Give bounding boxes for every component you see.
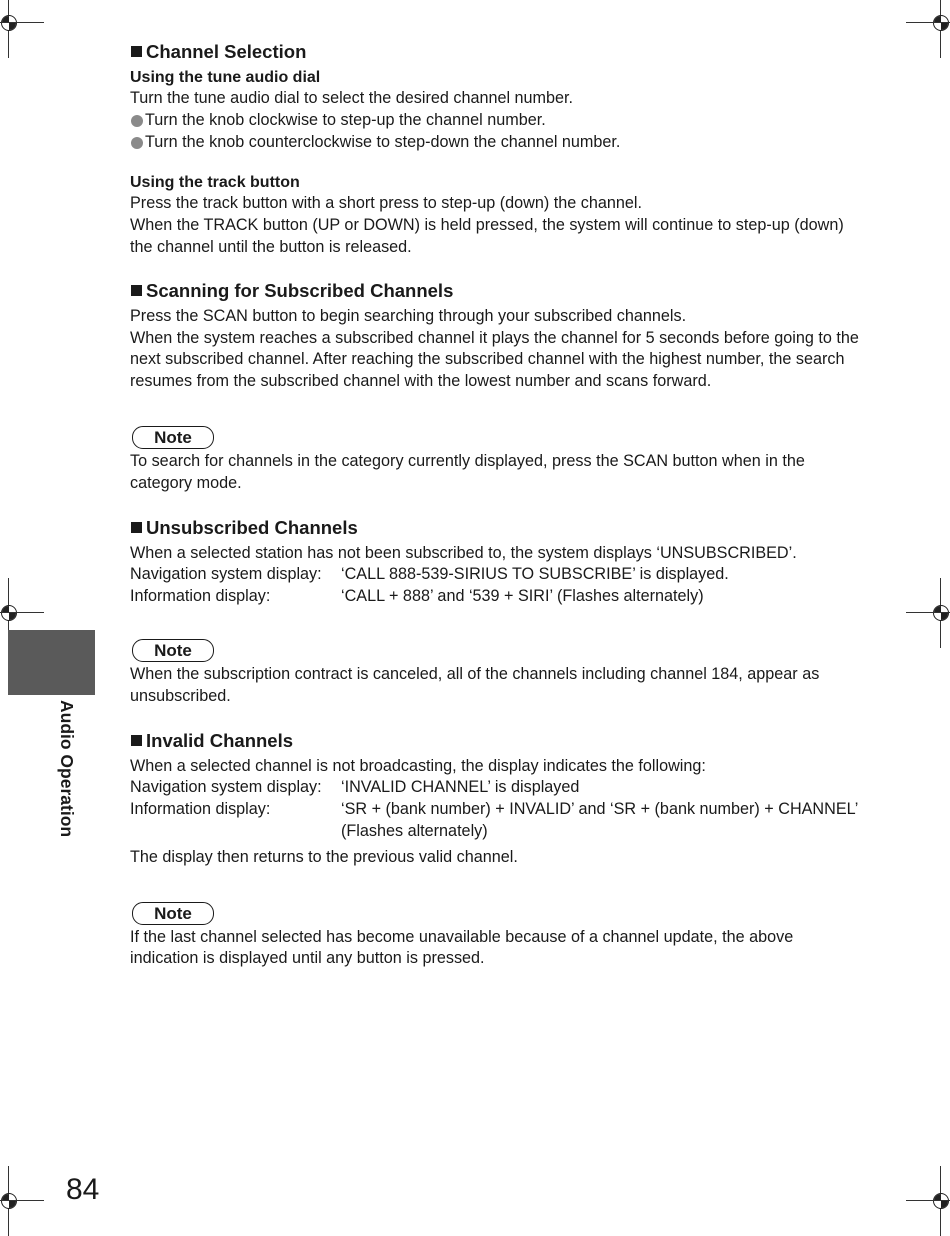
registration-mark-icon [926, 598, 950, 628]
row-label: Information display: [130, 587, 271, 606]
paragraph: When the TRACK button (UP or DOWN) is held pressed, the system will continue to step-up (down) the channel until the button is released. [130, 216, 844, 256]
paragraph: When a selected channel is not broadcasting, the display indicates the following: [130, 756, 706, 775]
section-heading-invalid: Invalid Channels [130, 729, 860, 753]
paragraph: When the system reaches a subscribed channel it plays the channel for 5 seconds before going to the next subscribed channel. After reaching the subscribed channel with the highest number, the search resumes from the subscribed channel with the lowest number and scans forward. [130, 328, 859, 391]
bullet-item: Turn the knob clockwise to step-up the channel number. [130, 110, 860, 132]
page-content [130, 40, 860, 970]
note-badge: Note [132, 902, 214, 925]
side-tab-label: Audio Operation [57, 700, 77, 838]
row-value: ‘CALL 888-539-SIRIUS TO SUBSCRIBE’ is displayed. [341, 565, 729, 584]
nav-display-row [130, 564, 860, 586]
nav-display-row [130, 777, 860, 799]
row-value: ‘CALL + 888’ and ‘539 + SIRI’ (Flashes alternately) [341, 587, 704, 606]
note-badge: Note [132, 426, 214, 449]
paragraph: Press the SCAN button to begin searching through your subscribed channels. [130, 306, 687, 325]
row-value: ‘INVALID CHANNEL’ is displayed [341, 778, 580, 797]
subhead-tune-dial: Using the tune audio dial [130, 69, 321, 86]
section-heading-unsubscribed: Unsubscribed Channels [130, 516, 860, 540]
paragraph: When a selected station has not been subscribed to, the system displays ‘UNSUBSCRIBED’. [130, 543, 797, 562]
registration-mark-icon [926, 1186, 950, 1216]
square-bullet-icon [131, 46, 142, 57]
note-text: When the subscription contract is canceled, all of the channels including channel 184, appear as unsubscribed. [130, 664, 820, 705]
registration-mark-icon [0, 598, 24, 628]
row-value: ‘SR + (bank number) + INVALID’ and ‘SR + (bank number) + CHANNEL’ (Flashes alternately) [341, 800, 858, 840]
note-text: To search for channels in the category currently displayed, press the SCAN button when in the category mode. [130, 451, 805, 492]
paragraph: Turn the tune audio dial to select the desired channel number. [130, 89, 574, 107]
bullet-item: Turn the knob counterclockwise to step-down the channel number. [130, 132, 860, 154]
info-display-row [130, 586, 860, 608]
side-tab [8, 630, 95, 695]
square-bullet-icon [131, 522, 142, 533]
registration-mark-icon [926, 8, 950, 38]
note-text: If the last channel selected has become unavailable because of a channel update, the above indication is displayed until any button is pressed. [130, 927, 794, 968]
section-heading-channel-selection: Channel Selection [130, 40, 860, 64]
paragraph: The display then returns to the previous valid channel. [130, 847, 518, 866]
row-label: Navigation system display: [130, 565, 322, 584]
row-label: Information display: [130, 800, 271, 819]
section-heading-scanning: Scanning for Subscribed Channels [130, 279, 860, 303]
registration-mark-icon [0, 1186, 24, 1216]
square-bullet-icon [131, 735, 142, 746]
note-badge: Note [132, 639, 214, 662]
paragraph: Press the track button with a short press to step-up (down) the channel. [130, 194, 642, 213]
square-bullet-icon [131, 285, 142, 296]
registration-mark-icon [0, 8, 24, 38]
page-number: 84 [66, 1173, 100, 1206]
row-label: Navigation system display: [130, 778, 322, 797]
subhead-track-button: Using the track button [130, 174, 300, 192]
info-display-row [130, 799, 860, 843]
